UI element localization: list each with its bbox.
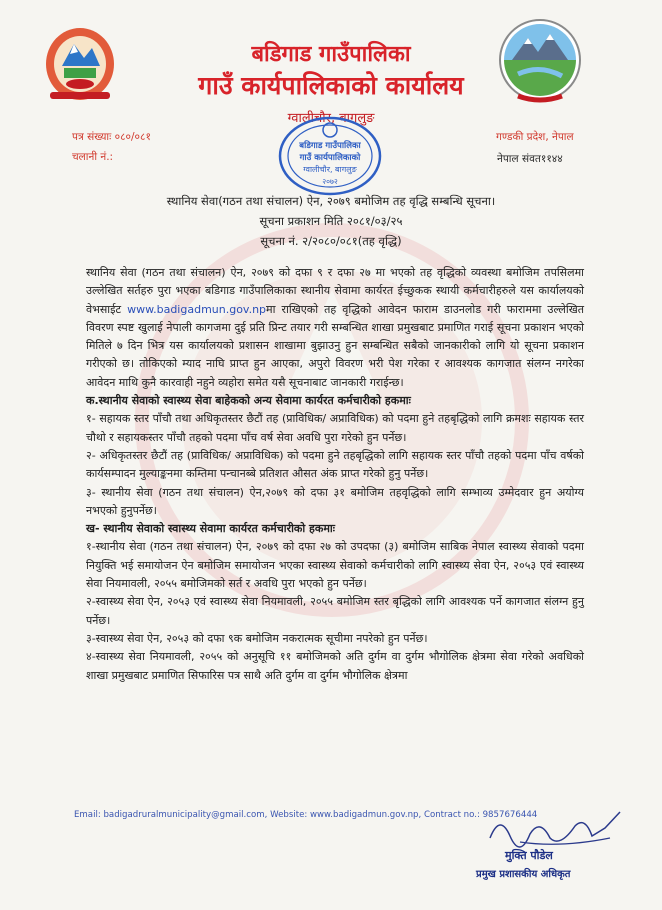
section-b-item-2: २-स्वास्थ्य सेवा ऐन, २०५३ एवं स्वास्थ्य सेवा नियमावली, २०५५ बमोजिम स्तर बृद्धिको लागि आवश्यक पर्ने कागजात संलग्न हुनु पर्नेछ। [86, 595, 584, 627]
section-a-heading: क.स्थानीय सेवाको स्वास्थ्य सेवा बाहेकको अन्य सेवामा कार्यरत कर्मचारीको हकमाः [86, 394, 411, 408]
office-address: ग्वालीचौर, बागलुङ [287, 111, 375, 126]
notice-body [86, 264, 584, 685]
section-a-item-3: ३- स्थानीय सेवा (गठन तथा संचालन) ऐन,२०७९ को दफा ३१ बमोजिम तहवृद्धिको लागि सम्भाव्य उम्मेदवार हुन अयोग्य नभएको हुनुपर्नेछ। [86, 485, 584, 517]
province-label: गण्डकी प्रदेश, नेपाल [496, 131, 574, 143]
municipality-name: बडिगाड गाउँपालिका [251, 42, 411, 67]
section-a-item-1: १- सहायक स्तर पाँचौ तथा अधिकृतस्तर छैटौं तह (प्राविधिक/ अप्राविधिक) को पदमा हुने तहबृद्धिको लागि क्रमशः सहायक स्तर चौथो र सहायकस्तर पाँचौ तहको पदमा पाँच वर्ष सेवा अवधि पुरा गरेको हुन पर्नेछ। [86, 412, 584, 444]
notice-date: सूचना प्रकाशन मिति २०८१/०३/२५ [259, 214, 403, 228]
notice-title: स्थानिय सेवा(गठन तथा संचालन) ऐन, २०७९ बमोजिम तह वृद्धि सम्बन्धि सूचना। [166, 194, 496, 208]
stamp-line-1: बडिगाड गाउँपालिका [299, 141, 361, 151]
section-b-item-4: ४-स्वास्थ्य सेवा नियमावली, २०५५ को अनुसूचि ११ बमोजिमको अति दुर्गम वा दुर्गम भौगोलिक क्षेत्रमा सेवा गरेको अवधिको शाखा प्रमुखबाट प्रमाणित सिफारिस पत्र साथै अति दुर्गम वा दुर्गम भौगोलिक क्षेत्रमा [86, 650, 584, 682]
office-stamp-icon [278, 116, 382, 196]
footer-contact: Email: badigadruralmunicipality@gmail.com, Website: www.badigadmun.gov.np, Contract no.: 9857676444 [74, 810, 538, 820]
stamp-line-2: गाउँ कार्यपालिकाको [299, 153, 361, 163]
nepal-samvat-label: नेपाल संवत११४४ [497, 153, 563, 165]
section-b-heading: ख- स्थानीय सेवाको स्वास्थ्य सेवामा कार्यरत कर्मचारीको हकमाः [86, 522, 335, 536]
stamp-year: २०७२ [322, 177, 338, 186]
signature-icon [480, 808, 630, 858]
dispatch-number: चलानी नं.: [72, 151, 114, 163]
section-a-item-2: २- अधिकृतस्तर छैटौं तह (प्राविधिक/ अप्राविधिक) को पदमा हुने तहबृद्धिको लागि सहायक स्तर पाँचौ तहको पदमा पाँच वर्षको कार्यसम्पादन मुल्याङ्कनमा कम्तिमा पन्चानब्बे प्रतिशत औसत अंक प्राप्त गरेको हुनु पर्नेछ। [86, 448, 584, 481]
signatory-name: मुक्ति पौडेल [505, 849, 553, 862]
office-name: गाउँ कार्यपालिकाको कार्यालय [198, 71, 464, 100]
signatory-title: प्रमुख प्रशासकीय अधिकृत [476, 869, 571, 880]
section-b-item-3: ३-स्वास्थ्य सेवा ऐन, २०५३ को दफा ९क बमोजिम नकरात्मक सूचीमा नपरेको हुन पर्नेछ। [86, 631, 428, 645]
notice-number: सूचना नं. २/२०८०/०८१(तह वृद्धि) [260, 234, 402, 248]
stamp-line-3: ग्वालीचौर, बागलुङ [303, 165, 357, 174]
intro-paragraph: स्थानिय सेवा (गठन तथा संचालन) ऐन, २०७९ को दफा ९ र दफा २७ मा भएको तह वृद्धिको व्यवस्था बमोजिम तपसिलमा उल्लेखित सर्तहरु पुरा भएका बडिगाड गाउँपालिकाका स्थानीय सेवामा कार्यरत ईच्छुकक स्थायी कर्मचारीहरुले यस कार्यालयको वेभसाईट www.badigadmun.gov.npमा राखिएको तह वृद्धिको आवेदन फाराम डाउनलोड गरी फाराममा उल्लेखित विवरण स्पष्ट खुलाई नेपाली कागजमा दुई प्रति प्रिन्ट तयार गरी सम्बन्धित शाखा प्रमुखबाट प्रमाणित गराई सूचना प्रकाशन भएको मितिले ७ दिन भित्र यस कार्यालयको प्रशासन शाखामा बुझाउनु हुन सम्बन्धित सबैको जानकारीको लागि यो सूचना प्रकाशन गरीएको छ। तोकिएको म्याद नाघि प्राप्त हुन आएका, अपुरो विवरण भरी पेश गरेका र आवश्यक कागजात संलग्न नगरेका आवेदन माथि कुनै कारवाही नहुने व्यहोरा समेत यसै सूचनाबाट जानकारी गराईन्छ। [86, 266, 584, 389]
website-link[interactable]: www.badigadmun.gov.np [127, 302, 267, 316]
section-b-item-1: १-स्थानीय सेवा (गठन तथा संचालन) ऐन, २०७९ को दफा २७ को उपदफा (३) बमोजिम साबिक नेपाल स्वास्थ्य सेवाको पदमा नियुक्ति भई समायोजन ऐन बमोजिम समायोजन भएका स्वास्थ्य सेवाको कर्मचारीको लागि स्वास्थ्य सेवा ऐन, २०५३ एवं स्वास्थ्य सेवा नियमावली, २०५५ बमोजिमको सर्त र अवधि पुरा भएको हुन पर्नेछ। [86, 540, 584, 591]
letter-number: पत्र संख्याः ०८०/०८१ [72, 131, 151, 143]
